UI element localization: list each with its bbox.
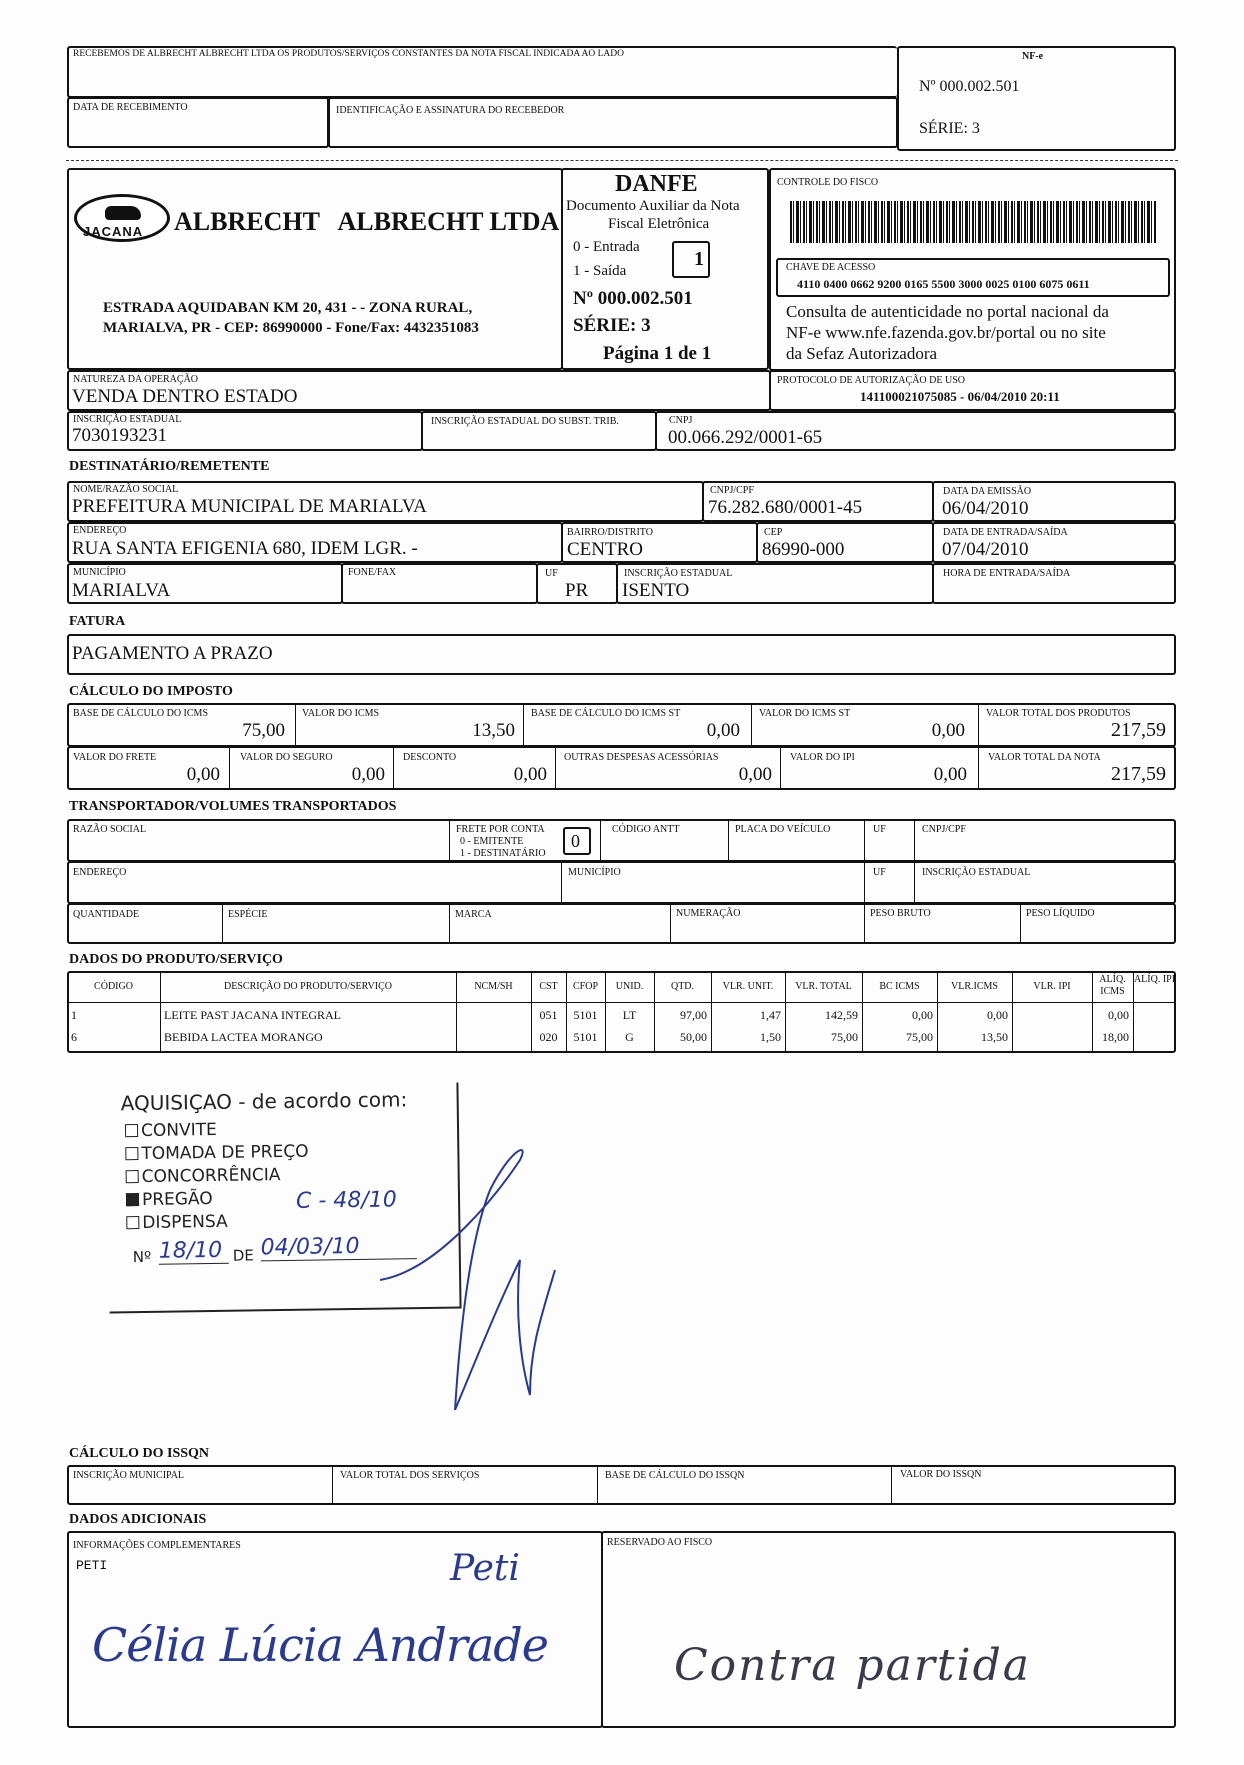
table-cell: 6 <box>71 1030 77 1044</box>
carrier-uf2-label: UF <box>873 867 886 878</box>
recipient-name: PREFEITURA MUNICIPAL DE MARIALVA <box>72 496 427 517</box>
city-label: MUNICÍPIO <box>73 567 126 578</box>
issqn-base-label: BASE DE CÁLCULO DO ISSQN <box>605 1470 745 1481</box>
checkbox-icon <box>125 1124 138 1137</box>
nature-label: NATUREZA DA OPERAÇÃO <box>73 374 199 385</box>
ie-label: INSCRIÇÃO ESTADUAL <box>73 414 182 425</box>
recipient-cnpj-label: CNPJ/CPF <box>710 485 754 496</box>
divider <box>332 1465 333 1505</box>
stamp-date: 04/03/10 <box>261 1233 417 1261</box>
ie-value: 7030193231 <box>72 425 167 446</box>
emitter-address-2: MARIALVA, PR - CEP: 86990000 - Fone/Fax: 4432351083 <box>103 320 479 336</box>
cep-label: CEP <box>764 527 783 538</box>
checkbox-icon <box>126 1216 139 1229</box>
divider <box>393 746 394 790</box>
issqn-section: CÁLCULO DO ISSQN <box>69 1446 210 1461</box>
recipient-section: DESTINATÁRIO/REMETENTE <box>69 459 270 474</box>
danfe-saida: 1 - Saída <box>573 263 627 279</box>
municipal-ie-label: INSCRIÇÃO MUNICIPAL <box>73 1470 185 1481</box>
carrier-address-label: ENDEREÇO <box>73 867 127 878</box>
protocol-value: 141100021075085 - 06/04/2010 20:11 <box>860 389 1060 404</box>
additional-section: DADOS ADICIONAIS <box>69 1512 207 1527</box>
base-st: 0,00 <box>706 720 740 741</box>
divider <box>670 903 671 944</box>
carrier-uf-label: UF <box>873 824 886 835</box>
recipient-address-label: ENDEREÇO <box>73 525 127 536</box>
divider <box>914 861 915 904</box>
stamp-opt2-label: TOMADA DE PREÇO <box>141 1141 309 1164</box>
table-cell: 1,50 <box>760 1030 781 1044</box>
divider <box>523 703 524 747</box>
table-cell: LT <box>622 1008 637 1022</box>
recipient-ie-label: INSCRIÇÃO ESTADUAL <box>624 568 733 579</box>
district: CENTRO <box>567 539 643 560</box>
access-key: 4110 0400 0662 9200 0165 5500 3000 0025 0100 6075 0611 <box>797 277 1090 291</box>
emitter-name: ALBRECHT ALBRECHT LTDA <box>174 207 560 236</box>
transport-section: TRANSPORTADOR/VOLUMES TRANSPORTADOS <box>69 799 397 814</box>
discount: 0,00 <box>513 764 547 785</box>
cep: 86990-000 <box>762 539 845 560</box>
column-header: BC ICMS <box>879 981 920 992</box>
brand-label: MARCA <box>455 909 492 920</box>
base-icms: 75,00 <box>242 720 285 741</box>
divider <box>555 746 556 790</box>
initial-signature <box>380 1130 630 1430</box>
stamp-number-prefix: Nº <box>132 1247 152 1267</box>
receipt-signature-label: IDENTIFICAÇÃO E ASSINATURA DO RECEBEDOR <box>336 105 565 116</box>
table-cell: 1,47 <box>760 1008 781 1022</box>
column-header: VLR.ICMS <box>951 981 998 992</box>
io-date: 07/04/2010 <box>942 539 1029 560</box>
stamp-number: 18/10 <box>159 1238 229 1265</box>
services-total-label: VALOR TOTAL DOS SERVIÇOS <box>340 1470 480 1481</box>
consult-line-3: da Sefaz Autorizadora <box>786 344 938 363</box>
emitter-cnpj: 00.066.292/0001-65 <box>668 427 823 448</box>
stamp-handwritten-code: C - 48/10 <box>295 1187 397 1214</box>
stamp-opt4-label: PREGÃO <box>141 1188 213 1210</box>
freight-opt-0: 0 - EMITENTE <box>460 836 524 847</box>
divider <box>597 1465 598 1505</box>
handwritten-signature: Célia Lúcia Andrade <box>92 1618 548 1672</box>
freight-label: VALOR DO FRETE <box>73 752 157 763</box>
table-cell: 18,00 <box>1102 1030 1129 1044</box>
table-cell: 50,00 <box>680 1030 707 1044</box>
insurance: 0,00 <box>351 764 385 785</box>
danfe-entrada: 0 - Entrada <box>573 239 640 255</box>
divider <box>751 703 752 747</box>
additional-info: PETI <box>76 1558 108 1573</box>
reserved-fisco-label: RESERVADO AO FISCO <box>607 1537 713 1548</box>
access-key-label: CHAVE DE ACESSO <box>786 262 876 273</box>
ipi: 0,00 <box>933 764 967 785</box>
other-label: OUTRAS DESPESAS ACESSÓRIAS <box>564 752 719 763</box>
protocol-label: PROTOCOLO DE AUTORIZAÇÃO DE USO <box>777 375 965 386</box>
divider <box>864 819 865 862</box>
column-header: QTD. <box>670 981 695 992</box>
invoice-section: FATURA <box>69 614 126 629</box>
receipt-nfe-label: NF-e <box>1022 51 1044 62</box>
stamp-option-convite <box>125 1120 217 1141</box>
divider <box>978 746 979 790</box>
freight-account-label: FRETE POR CONTA <box>456 824 545 835</box>
table-cell: 0,00 <box>1108 1008 1129 1022</box>
divider <box>600 819 601 862</box>
danfe-subtitle-2: Fiscal Eletrônica <box>608 216 710 232</box>
freight-opt-1: 1 - DESTINATÁRIO <box>460 848 546 859</box>
ipi-label: VALOR DO IPI <box>790 752 855 763</box>
column-header: NCM/SH <box>474 981 513 992</box>
column-header: VLR. IPI <box>1033 981 1071 992</box>
net-weight-label: PESO LÍQUIDO <box>1026 908 1095 919</box>
table-cell: G <box>625 1030 634 1044</box>
stamp-opt1-label: CONVITE <box>140 1119 217 1141</box>
table-cell: 142,59 <box>825 1008 858 1022</box>
divider <box>449 903 450 944</box>
checked-checkbox-icon <box>126 1193 139 1206</box>
table-header-divider <box>67 1002 1176 1003</box>
barcode <box>790 201 1156 243</box>
divider <box>229 746 230 790</box>
column-header: UNID. <box>615 981 644 992</box>
stamp-title: AQUISIÇAO - de acordo com: <box>120 1087 408 1116</box>
table-cell: 75,00 <box>831 1030 858 1044</box>
stamp-option-pregao <box>126 1189 213 1210</box>
products-total: 217,59 <box>1111 719 1166 741</box>
antt-label: CÓDIGO ANTT <box>612 824 680 835</box>
divider <box>728 819 729 862</box>
city: MARIALVA <box>72 580 171 601</box>
receipt-date-label: DATA DE RECEBIMENTO <box>73 102 188 113</box>
fisco-control-label: CONTROLE DO FISCO <box>777 177 879 188</box>
carrier-cnpj-label: CNPJ/CPF <box>922 824 966 835</box>
column-header: DESCRIÇÃO DO PRODUTO/SERVIÇO <box>224 981 392 992</box>
uf: PR <box>565 580 589 601</box>
stamp-option-dispensa <box>126 1212 228 1233</box>
icms: 13,50 <box>472 720 515 741</box>
handwritten-contra-partida: Contra partida <box>674 1640 1032 1691</box>
divider <box>561 861 562 904</box>
column-header: CÓDIGO <box>94 981 133 992</box>
species-label: ESPÉCIE <box>228 909 268 920</box>
ie-st-label: INSCRIÇÃO ESTADUAL DO SUBST. TRIB. <box>431 416 619 427</box>
recipient-name-label: NOME/RAZÃO SOCIAL <box>73 484 179 495</box>
additional-info-label: INFORMAÇÕES COMPLEMENTARES <box>73 1540 241 1551</box>
products-section: DADOS DO PRODUTO/SERVIÇO <box>69 952 283 967</box>
column-header: CFOP <box>572 981 598 992</box>
consult-line-1: Consulta de autenticidade no portal nacional da <box>786 302 1109 321</box>
logo <box>74 194 170 242</box>
note-total-label: VALOR TOTAL DA NOTA <box>988 752 1101 763</box>
table-cell: 0,00 <box>987 1008 1008 1022</box>
icms-label: VALOR DO ICMS <box>302 708 380 719</box>
column-header: VLR. TOTAL <box>795 981 852 992</box>
recipient-ie: ISENTO <box>622 580 690 601</box>
stamp-option-tomada <box>125 1142 308 1165</box>
emitter-cnpj-label: CNPJ <box>669 415 693 426</box>
danfe-subtitle-1: Documento Auxiliar da Nota <box>566 198 740 214</box>
io-date-label: DATA DE ENTRADA/SAÍDA <box>943 527 1068 538</box>
tax-section: CÁLCULO DO IMPOSTO <box>69 684 233 699</box>
danfe-type-box <box>672 241 710 278</box>
freight-value: 0 <box>571 831 580 851</box>
danfe-title: DANFE <box>615 171 698 197</box>
io-time-label: HORA DE ENTRADA/SAÍDA <box>943 568 1071 579</box>
divider <box>864 903 865 944</box>
danfe-number: Nº 000.002.501 <box>573 288 693 309</box>
divider <box>978 703 979 747</box>
cut-line <box>66 160 1178 161</box>
table-cell: 5101 <box>573 1030 598 1044</box>
divider <box>295 703 296 747</box>
divider <box>1020 903 1021 944</box>
column-header: ALÍQ. ICMS <box>1099 974 1126 997</box>
table-cell: 0,00 <box>912 1008 933 1022</box>
issqn-value-label: VALOR DO ISSQN <box>900 1469 982 1480</box>
column-header: ALÍQ. IPI <box>1133 974 1176 985</box>
icms-st-label: VALOR DO ICMS ST <box>759 708 851 719</box>
carrier-name-label: RAZÃO SOCIAL <box>73 824 147 835</box>
emitter-address-1: ESTRADA AQUIDABAN KM 20, 431 - - ZONA RURAL, <box>103 300 473 316</box>
gross-weight-label: PESO BRUTO <box>870 908 931 919</box>
table-cell: 1 <box>71 1008 77 1022</box>
phone-label: FONE/FAX <box>348 567 397 578</box>
invoice-text: PAGAMENTO A PRAZO <box>72 643 273 664</box>
district-label: BAIRRO/DISTRITO <box>567 527 653 538</box>
qty-label: QUANTIDADE <box>73 909 140 920</box>
recipient-cnpj: 76.282.680/0001-45 <box>708 497 863 518</box>
divider <box>780 746 781 790</box>
table-cell: 5101 <box>573 1008 598 1022</box>
divider <box>222 903 223 944</box>
note-total: 217,59 <box>1111 763 1166 785</box>
logo-text: JACANA <box>83 224 144 239</box>
recipient-address: RUA SANTA EFIGENIA 680, IDEM LGR. - <box>72 538 418 559</box>
base-icms-label: BASE DE CÁLCULO DO ICMS <box>73 708 209 719</box>
table-cell: BEBIDA LACTEA MORANGO <box>164 1030 323 1044</box>
consult-line-2: NF-e www.nfe.fazenda.gov.br/portal ou no site <box>786 323 1106 342</box>
divider <box>449 819 450 862</box>
receipt-header: RECEBEMOS DE ALBRECHT ALBRECHT LTDA OS PRODUTOS/SERVIÇOS CONSTANTES DA NOTA FISCAL INDICADA AO LADO <box>73 49 624 59</box>
divider <box>891 1465 892 1505</box>
table-cell: 75,00 <box>906 1030 933 1044</box>
numbering-label: NUMERAÇÃO <box>676 908 741 919</box>
danfe-type-value: 1 <box>694 248 704 270</box>
checkbox-icon <box>126 1170 139 1183</box>
freight: 0,00 <box>186 764 220 785</box>
reserved-fisco-box <box>601 1531 1176 1728</box>
danfe-series: SÉRIE: 3 <box>573 315 651 336</box>
handwritten-peti: Peti <box>450 1548 520 1589</box>
table-cell: LEITE PAST JACANA INTEGRAL <box>164 1008 342 1022</box>
other: 0,00 <box>738 764 772 785</box>
stamp-date-prefix: DE <box>232 1246 254 1265</box>
discount-label: DESCONTO <box>403 752 457 763</box>
stamp-opt5-label: DISPENSA <box>142 1211 228 1233</box>
divider <box>864 861 865 904</box>
products-total-label: VALOR TOTAL DOS PRODUTOS <box>986 708 1131 719</box>
table-cell: 051 <box>539 1008 558 1022</box>
receipt-number: Nº 000.002.501 <box>919 78 1020 95</box>
table-cell: 020 <box>539 1030 558 1044</box>
stamp-option-concorrencia <box>126 1165 281 1187</box>
uf-label: UF <box>545 568 558 579</box>
divider <box>914 819 915 862</box>
table-cell: 97,00 <box>680 1008 707 1022</box>
emission-label: DATA DA EMISSÃO <box>943 486 1032 497</box>
icms-st: 0,00 <box>931 720 965 741</box>
plate-label: PLACA DO VEÍCULO <box>735 824 831 835</box>
stamp-opt3-label: CONCORRÊNCIA <box>141 1165 281 1187</box>
nature-value: VENDA DENTRO ESTADO <box>72 386 298 407</box>
column-header: CST <box>539 981 558 992</box>
table-cell: 13,50 <box>981 1030 1008 1044</box>
insurance-label: VALOR DO SEGURO <box>240 752 333 763</box>
emission-date: 06/04/2010 <box>942 498 1029 519</box>
carrier-city-label: MUNICÍPIO <box>568 867 621 878</box>
column-header: VLR. UNIT. <box>722 981 774 992</box>
cow-icon <box>105 206 141 220</box>
danfe-page: Página 1 de 1 <box>603 343 712 364</box>
carrier-ie-label: INSCRIÇÃO ESTADUAL <box>922 867 1031 878</box>
checkbox-icon <box>125 1147 138 1160</box>
base-st-label: BASE DE CÁLCULO DO ICMS ST <box>531 708 681 719</box>
receipt-series: SÉRIE: 3 <box>919 120 980 137</box>
